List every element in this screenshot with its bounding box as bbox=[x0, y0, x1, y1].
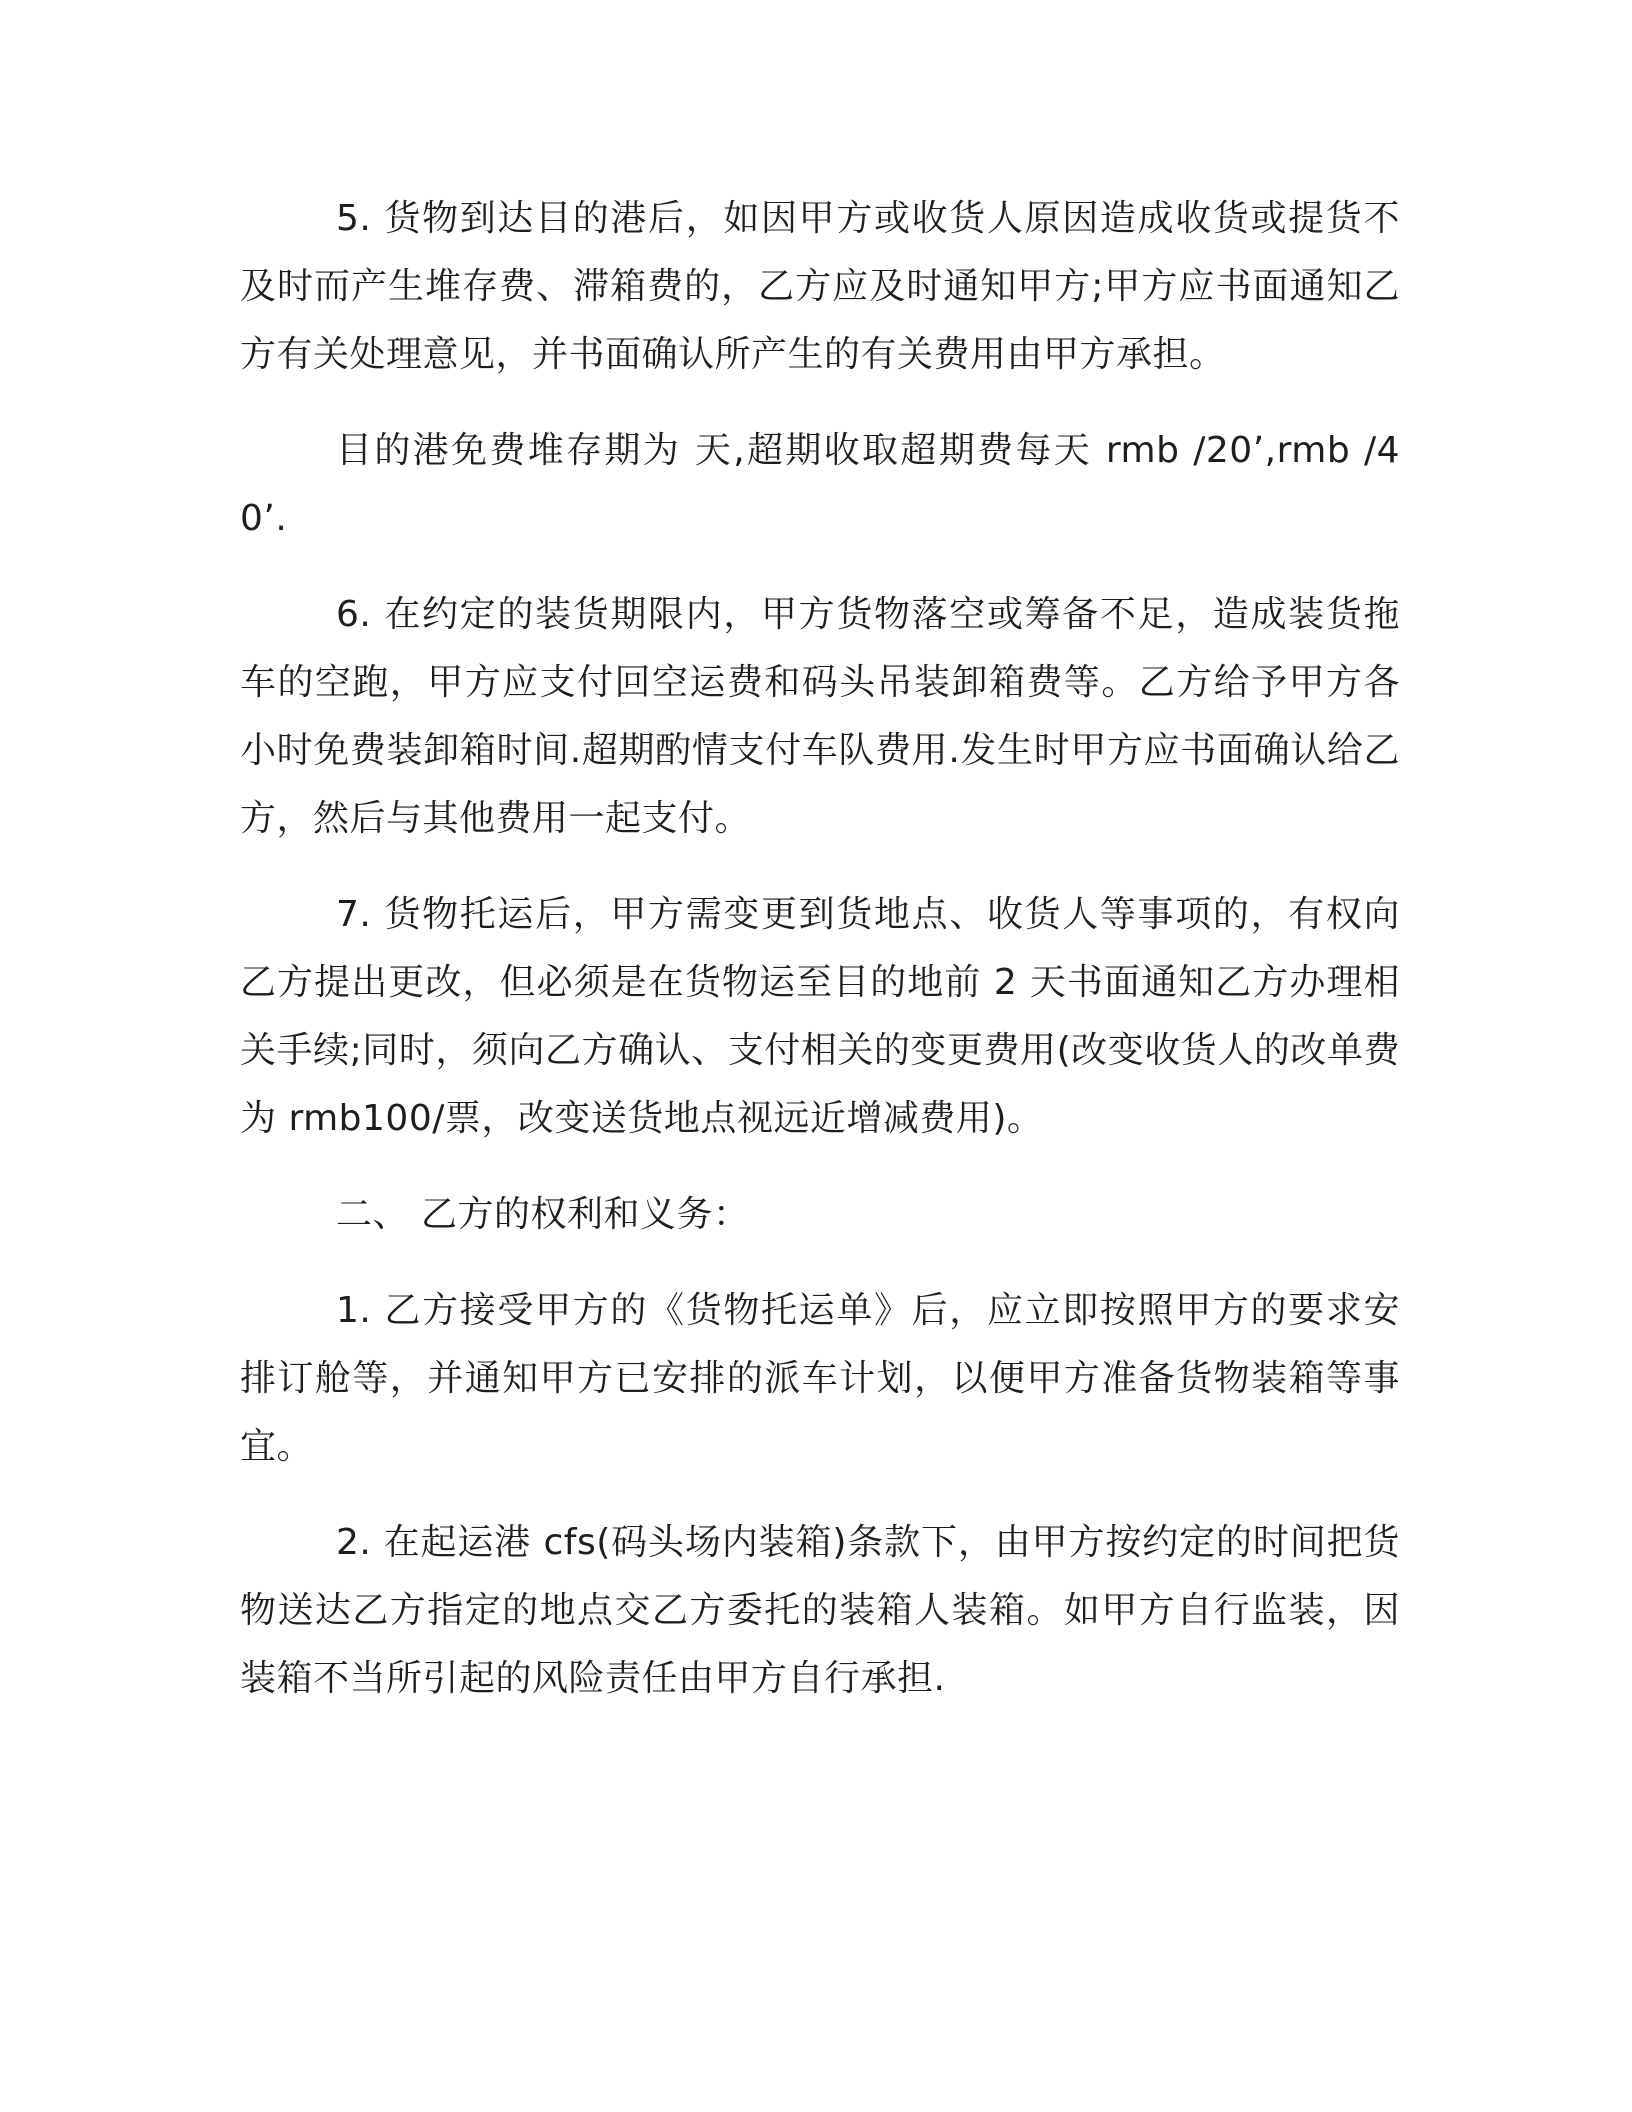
party-b-clause-1-paragraph: 1. 乙方接受甲方的《货物托运单》后，应立即按照甲方的要求安排订舱等，并通知甲方已安排的派车计划，以便甲方准备货物装箱等事宜。 bbox=[240, 1290, 1400, 1467]
storage-period-paragraph: 目的港免费堆存期为 天,超期收取超期费每天 rmb /20’,rmb /40’. bbox=[240, 430, 1400, 539]
section-heading: 二、 乙方的权利和义务： bbox=[336, 1194, 750, 1235]
clause-5-paragraph: 5. 货物到达目的港后，如因甲方或收货人原因造成收货或提货不及时而产生堆存费、滞箱费的，乙方应及时通知甲方;甲方应书面通知乙方有关处理意见，并书面确认所产生的有关费用由甲方承担。 bbox=[240, 198, 1400, 375]
party-b-clause-2-paragraph: 2. 在起运港 cfs(码头场内装箱)条款下，由甲方按约定的时间把货物送达乙方指定的地点交乙方委托的装箱人装箱。如甲方自行监装，因装箱不当所引起的风险责任由甲方自行承担. bbox=[240, 1522, 1400, 1699]
clause-6-paragraph: 6. 在约定的装货期限内，甲方货物落空或筹备不足，造成装货拖车的空跑，甲方应支付回空运费和码头吊装卸箱费等。乙方给予甲方各 小时免费装卸箱时间.超期酌情支付车队费用.发生时甲方应书面确认给乙方，然后与其他费用一起支付。 bbox=[240, 594, 1400, 839]
document-body bbox=[240, 185, 1400, 1741]
clause-7-paragraph: 7. 货物托运后，甲方需变更到货地点、收货人等事项的，有权向乙方提出更改，但必须是在货物运至目的地前 2 天书面通知乙方办理相关手续;同时，须向乙方确认、支付相关的变更费用(改变收货人的改单费为 rmb100/票，改变送货地点视远近增减费用)。 bbox=[240, 894, 1400, 1139]
